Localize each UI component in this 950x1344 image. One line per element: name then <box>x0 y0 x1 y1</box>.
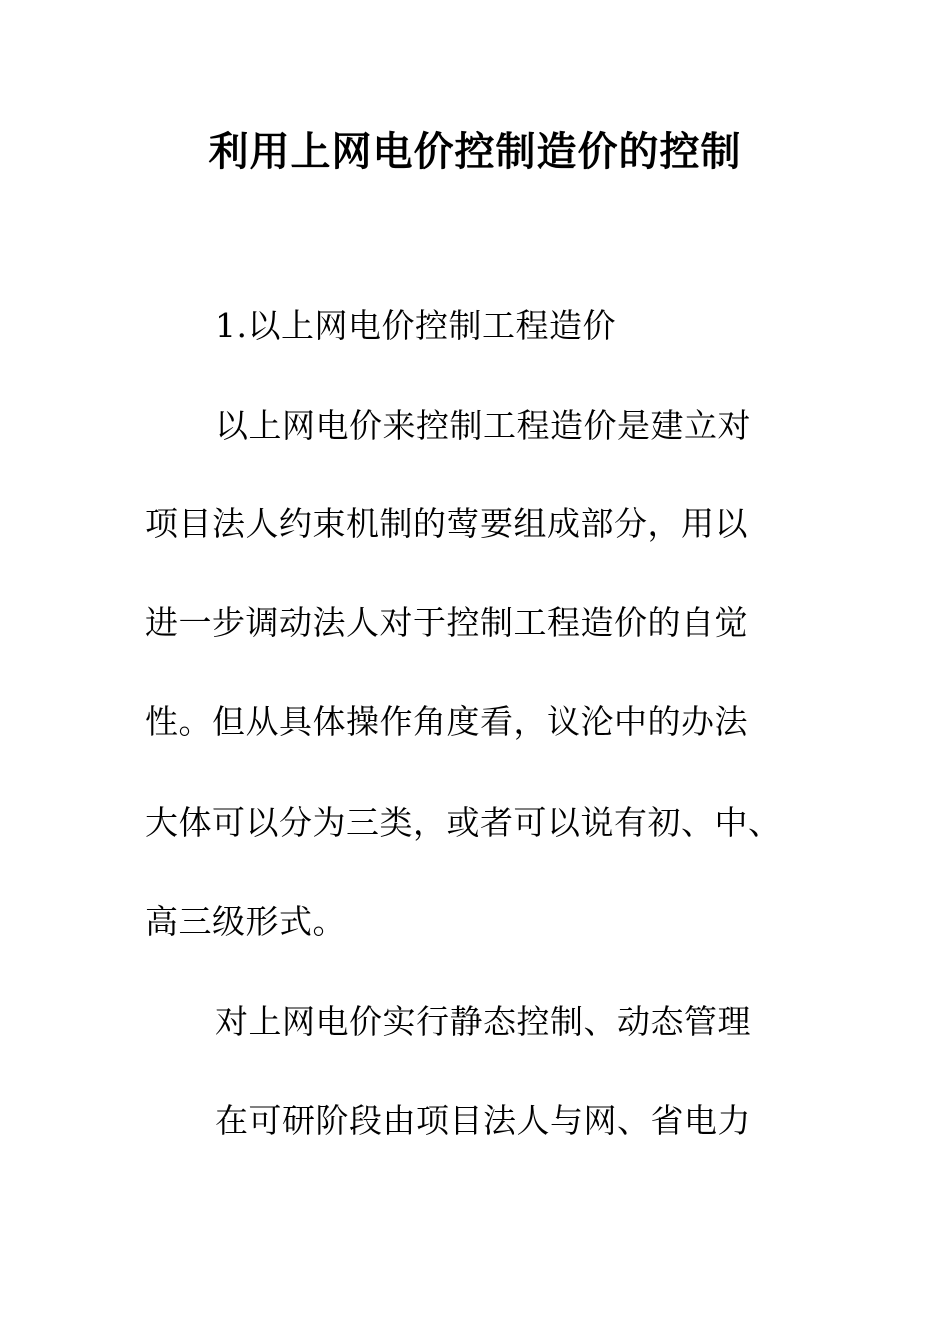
paragraph-line: 在可研阶段由项目法人与网、省电力 <box>215 1101 751 1140</box>
paragraph-line: 以上网电价来控制工程造价是建立对 <box>215 406 751 445</box>
paragraph-line: 对上网电价实行静态控制、动态管理 <box>215 1002 751 1041</box>
section-heading: 1.以上网电价控制工程造价 <box>215 306 616 345</box>
paragraph-line: 性。但从具体操作角度看，议沦中的办法 <box>145 702 748 741</box>
paragraph-line: 项目法人约束机制的莺要组成部分，用以 <box>145 504 748 543</box>
paragraph-line: 大体可以分为三类，或者可以说有初、中、 <box>145 803 782 842</box>
paragraph-line: 高三级形式。 <box>145 902 346 941</box>
paragraph-line: 进一步调动法人对于控制工程造价的自觉 <box>145 603 748 642</box>
document-title: 利用上网电价控制造价的控制 <box>208 128 742 175</box>
